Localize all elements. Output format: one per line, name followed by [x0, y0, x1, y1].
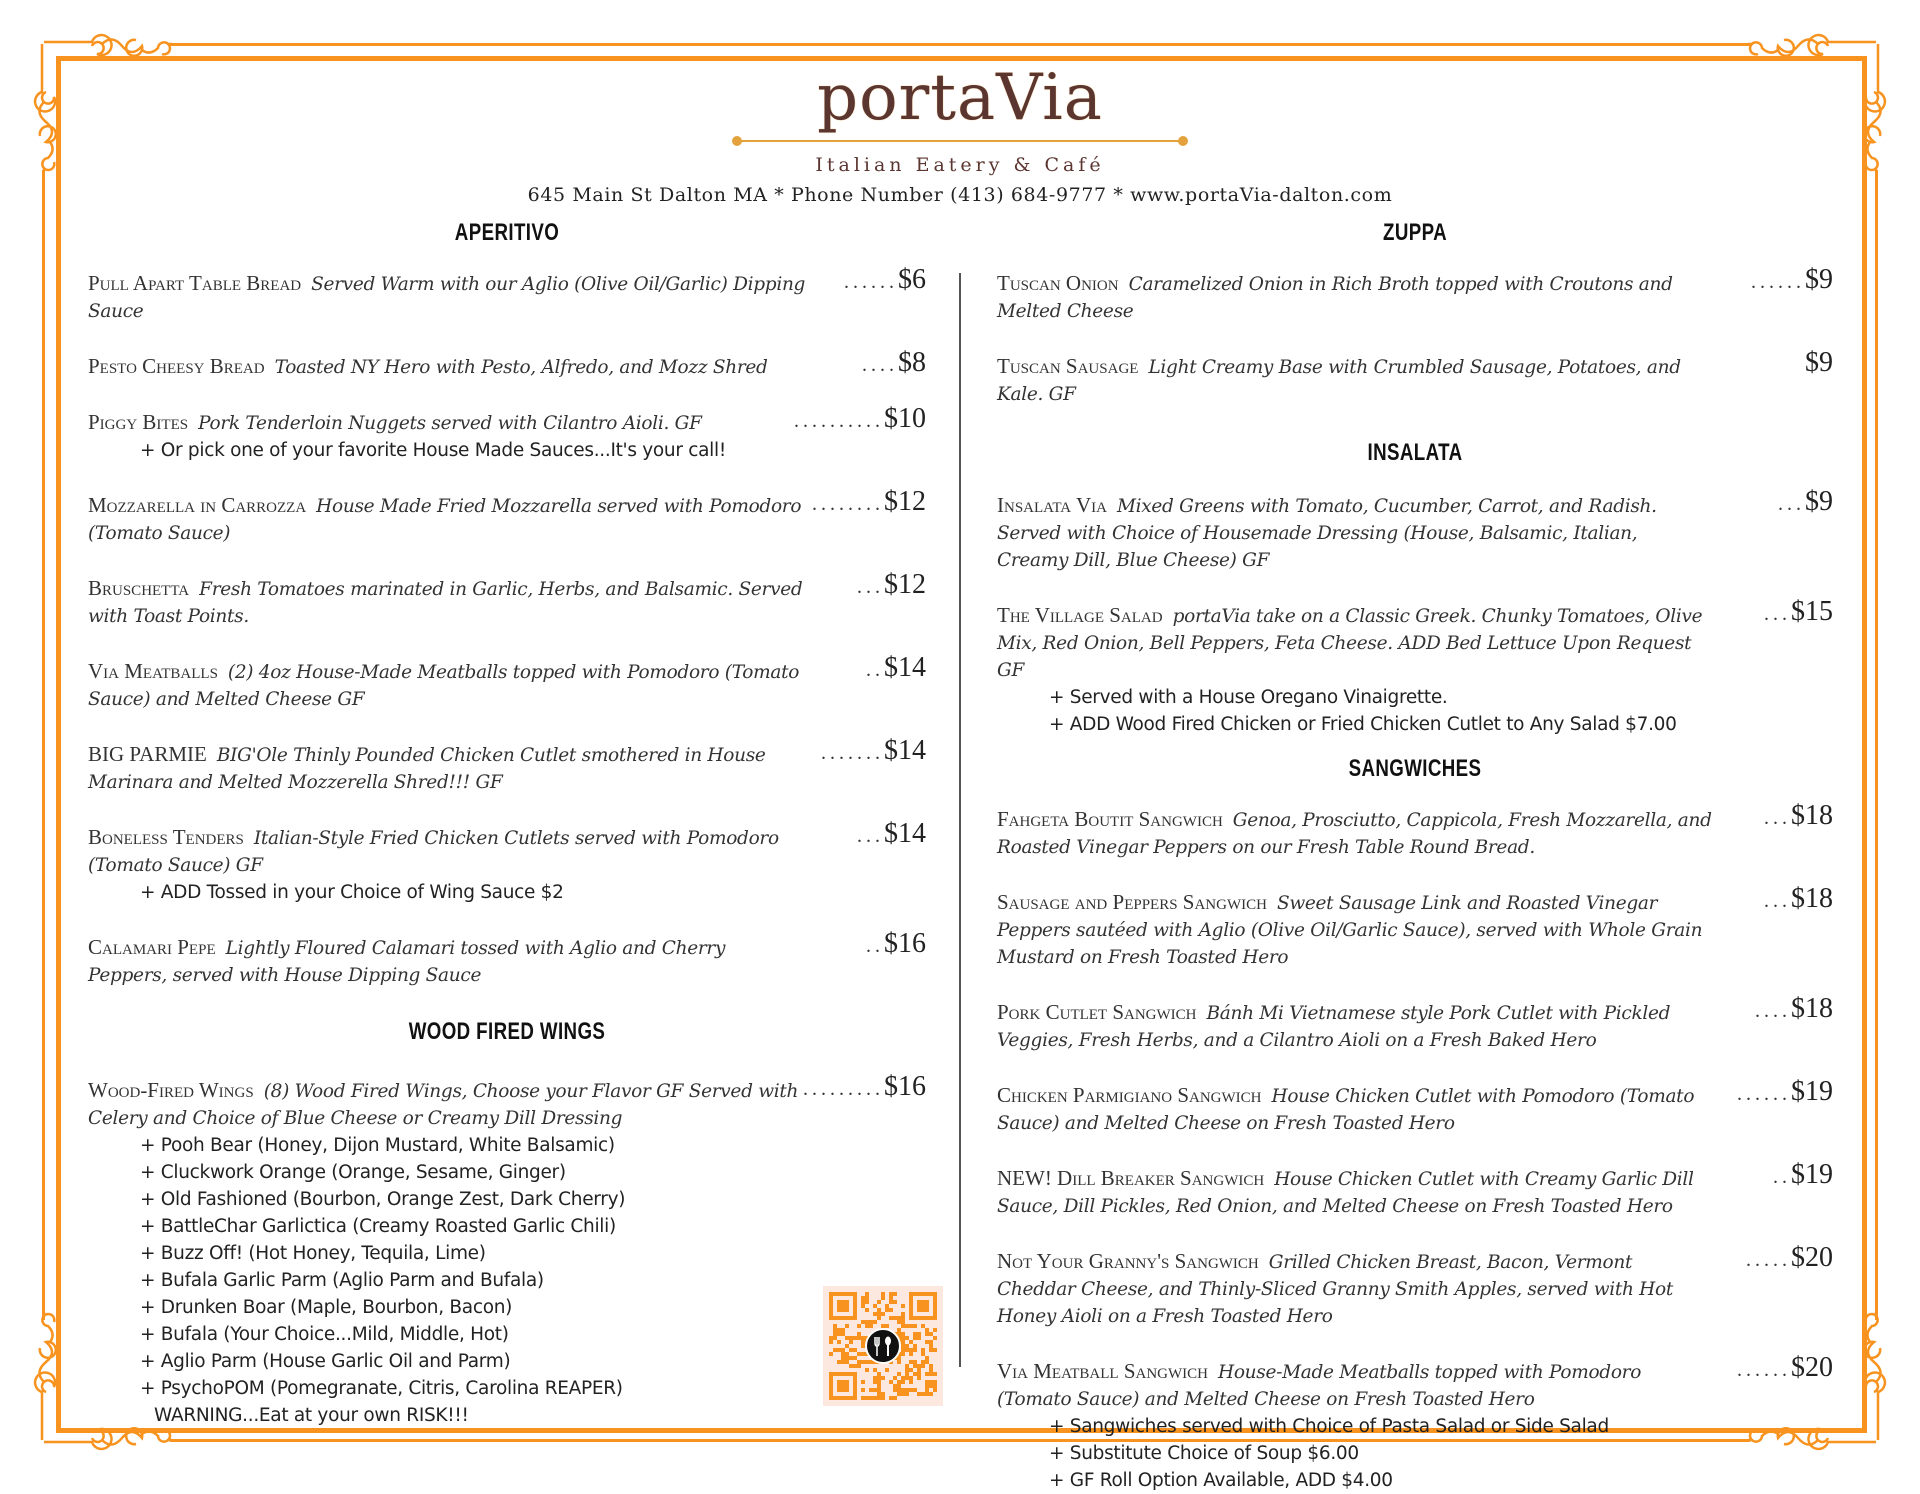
menu-item: The Village Salad portaVia take on a Classic Greek. Chunky Tomatoes, Olive Mix, Red Onion, Bell Peppers, Feta Cheese. ADD Bed Lettuce Upon Request GF ...$15 + Served with a House Oregano Vinaigrette. + ADD Wood Fired Chicken or Fried Chicken Cutlet to Any Salad $7.00	[997, 602, 1833, 738]
item-price: $14	[884, 652, 926, 683]
item-description: Served Warm with our Aglio (Olive Oil/Garlic) Dipping Sauce	[88, 274, 806, 322]
item-description: BIG'Ole Thinly Pounded Chicken Cutlet smothered in House Marinara and Melted Mozzerella Shred!!! GF	[88, 745, 766, 793]
item-name: Mozzarella in Carrozza	[88, 493, 307, 517]
outer-border-right	[1875, 170, 1878, 1320]
menu-item: Pull Apart Table Bread Served Warm with our Aglio (Olive Oil/Garlic) Dipping Sauce ......$6	[88, 264, 926, 322]
item-description: Italian-Style Fried Chicken Cutlets served with Pomodoro (Tomato Sauce) GF	[88, 828, 779, 876]
menu-item: Calamari Pepe Lightly Floured Calamari tossed with Aglio and Cherry Peppers, served with House Dipping Sauce ..$16	[88, 928, 926, 986]
item-name: Bruschetta	[88, 576, 190, 600]
left-column	[88, 216, 926, 1429]
item-price: $20	[1791, 1352, 1833, 1383]
item-description: Genoa, Prosciutto, Cappicola, Fresh Mozzarella, and Roasted Vinegar Peppers on our Fresh Table Round Bread.	[997, 810, 1712, 858]
menu-item: Tuscan Onion Caramelized Onion in Rich Broth topped with Croutons and Melted Cheese ......$9	[997, 264, 1833, 322]
item-name: Fahgeta Boutit Sangwich	[997, 807, 1223, 831]
menu-item: Piggy Bites Pork Tenderloin Nuggets served with Cilantro Aioli. GF ..........$10 + Or pick one of your favorite House Made Sauces...It's your call!	[88, 409, 926, 464]
item-price: $9	[1805, 264, 1833, 295]
item-name: Pork Cutlet Sangwich	[997, 1000, 1197, 1024]
item-description: House Made Fried Mozzarella served with Pomodoro (Tomato Sauce)	[88, 496, 802, 544]
item-price: $20	[1791, 1242, 1833, 1273]
wing-flavor: + Aglio Parm (House Garlic Oil and Parm)	[140, 1351, 511, 1372]
insalata-list	[997, 486, 1833, 738]
wing-flavor: + BattleChar Garlictica (Creamy Roasted Garlic Chili)	[140, 1216, 616, 1237]
section-title-aperitivo: APERITIVO	[454, 219, 560, 246]
menu-item: BIG PARMIE BIG'Ole Thinly Pounded Chicken Cutlet smothered in House Marinara and Melted Mozzerella Shred!!! GF .......$14	[88, 735, 926, 793]
item-description: Toasted NY Hero with Pesto, Alfredo, and Mozz Shred	[274, 357, 768, 378]
menu-item: Via Meatball Sangwich House-Made Meatballs topped with Pomodoro (Tomato Sauce) and Melted Cheese on Fresh Toasted Hero ......$20 + Sangwiches served with Choice of Pasta Salad or Side Salad + Substitute Choice of Soup $6.00 + GF Roll Option Available, ADD $4.00	[997, 1358, 1833, 1494]
item-price: $14	[884, 735, 926, 766]
item-description: Fresh Tomatoes marinated in Garlic, Herbs, and Balsamic. Served with Toast Points.	[88, 579, 803, 627]
item-name: Not Your Granny's Sangwich	[997, 1249, 1259, 1273]
aperitivo-list	[88, 264, 926, 989]
item-name: Piggy Bites	[88, 410, 189, 434]
item-note: + ADD Wood Fired Chicken or Fried Chicken Cutlet to Any Salad $7.00	[1049, 714, 1677, 735]
item-name: Via Meatballs	[88, 659, 218, 683]
menu-item: Pork Cutlet Sangwich Bánh Mi Vietnamese style Pork Cutlet with Pickled Veggies, Fresh Herbs, and a Cilantro Aioli on a Fresh Baked Hero ....$18	[997, 993, 1833, 1051]
item-price: $18	[1791, 800, 1833, 831]
menu-item: Pesto Cheesy Bread Toasted NY Hero with Pesto, Alfredo, and Mozz Shred ....$8	[88, 347, 926, 378]
item-price: $12	[884, 486, 926, 517]
right-column	[997, 216, 1833, 1494]
menu-item: Wood-Fired Wings (8) Wood Fired Wings, Choose your Flavor GF Served with Celery and Choice of Blue Cheese or Creamy Dill Dressing .........$16	[88, 1071, 926, 1129]
item-description: Light Creamy Base with Crumbled Sausage, Potatoes, and Kale. GF	[997, 357, 1681, 405]
item-price: $16	[884, 1071, 926, 1102]
item-note: + Served with a House Oregano Vinaigrette.	[1049, 687, 1448, 708]
item-price: $18	[1791, 883, 1833, 914]
menu-item: Chicken Parmigiano Sangwich House Chicken Cutlet with Pomodoro (Tomato Sauce) and Melted Cheese on Fresh Toasted Hero ......$19	[997, 1076, 1833, 1134]
item-name: Pesto Cheesy Bread	[88, 354, 265, 378]
wing-warning: WARNING...Eat at your own RISK!!!	[154, 1405, 469, 1426]
section-title-zuppa: ZUPPA	[1382, 219, 1448, 246]
wing-flavor: + Old Fashioned (Bourbon, Orange Zest, Dark Cherry)	[140, 1189, 626, 1210]
item-price: $18	[1791, 993, 1833, 1024]
menu-item: Not Your Granny's Sangwich Grilled Chicken Breast, Bacon, Vermont Cheddar Cheese, and Thinly-Sliced Granny Smith Apples, served with Hot Honey Aioli on a Fresh Toasted Hero .....$20	[997, 1242, 1833, 1327]
item-note: + GF Roll Option Available, ADD $4.00	[1049, 1470, 1393, 1491]
outer-border-left	[42, 170, 45, 1320]
section-title-insalata: INSALATA	[1367, 439, 1463, 466]
menu-item: NEW! Dill Breaker Sangwich House Chicken Cutlet with Creamy Garlic Dill Sauce, Dill Pickles, Red Onion, and Melted Cheese on Fresh Toasted Hero ..$19	[997, 1159, 1833, 1217]
restaurant-logo: portaVia	[817, 61, 1103, 135]
item-name: NEW! Dill Breaker Sangwich	[997, 1166, 1265, 1190]
outer-border-top	[170, 43, 1750, 46]
section-title-sangwiches: SANGWICHES	[1348, 755, 1482, 782]
item-name: Wood-Fired Wings	[88, 1078, 254, 1102]
item-price: $19	[1791, 1159, 1833, 1190]
menu-item	[997, 347, 1833, 408]
wing-flavor-list	[88, 1132, 926, 1402]
item-name: The Village Salad	[997, 603, 1163, 627]
item-price: $16	[884, 928, 926, 959]
item-description: Caramelized Onion in Rich Broth topped with Croutons and Melted Cheese	[997, 274, 1673, 322]
menu-item: Boneless Tenders Italian-Style Fried Chicken Cutlets served with Pomodoro (Tomato Sauce) GF ...$14 + ADD Tossed in your Choice of Wing Sauce $2	[88, 824, 926, 906]
logo-divider	[732, 134, 1188, 148]
item-description: (2) 4oz House-Made Meatballs topped with Pomodoro (Tomato Sauce) and Melted Cheese GF	[88, 662, 800, 710]
item-description: Pork Tenderloin Nuggets served with Cilantro Aioli. GF	[198, 413, 702, 434]
item-name: Calamari Pepe	[88, 935, 216, 959]
tagline: Italian Eatery & Café	[815, 154, 1105, 176]
wing-flavor: + Drunken Boar (Maple, Bourbon, Bacon)	[140, 1297, 513, 1318]
item-note: + ADD Tossed in your Choice of Wing Sauce $2	[140, 882, 564, 903]
item-description: Mixed Greens with Tomato, Cucumber, Carrot, and Radish. Served with Choice of Housemade Dressing (House, Balsamic, Italian, Creamy Dill, Blue Cheese) GF	[997, 496, 1657, 571]
item-note: + Sangwiches served with Choice of Pasta Salad or Side Salad	[1049, 1416, 1609, 1437]
item-description: portaVia take on a Classic Greek. Chunky Tomatoes, Olive Mix, Red Onion, Bell Peppers, Feta Cheese. ADD Bed Lettuce Upon Request GF	[997, 606, 1703, 681]
qr-code[interactable]	[823, 1286, 943, 1406]
item-note: + Substitute Choice of Soup $6.00	[1049, 1443, 1359, 1464]
wing-flavor: + Pooh Bear (Honey, Dijon Mustard, White Balsamic)	[140, 1135, 615, 1156]
item-description: Lightly Floured Calamari tossed with Aglio and Cherry Peppers, served with House Dipping Sauce	[88, 938, 726, 986]
menu-item: Via Meatballs (2) 4oz House-Made Meatballs topped with Pomodoro (Tomato Sauce) and Melted Cheese GF ..$14	[88, 652, 926, 710]
zuppa-list	[997, 264, 1833, 408]
item-name: Tuscan Sausage	[997, 354, 1139, 378]
menu-item: Sausage and Peppers Sangwich Sweet Sausage Link and Roasted Vinegar Peppers sautéed with Aglio (Olive Oil/Garlic Sauce), served with Whole Grain Mustard on Fresh Toasted Hero ...$18	[997, 883, 1833, 968]
item-description: House Chicken Cutlet with Pomodoro (Tomato Sauce) and Melted Cheese on Fresh Toasted Hero	[997, 1086, 1695, 1134]
item-description: Sweet Sausage Link and Roasted Vinegar Peppers sautéed with Aglio (Olive Oil/Garlic Sauce), served with Whole Grain Mustard on Fresh Toasted Hero	[997, 893, 1703, 968]
sangwiches-list	[997, 800, 1833, 1494]
item-name: Boneless Tenders	[88, 825, 244, 849]
contact-info: 645 Main St Dalton MA * Phone Number (413) 684-9777 * www.portaVia-dalton.com	[527, 184, 1393, 206]
item-price: $12	[884, 569, 926, 600]
wing-flavor: + Bufala Garlic Parm (Aglio Parm and Bufala)	[140, 1270, 544, 1291]
item-name: Via Meatball Sangwich	[997, 1359, 1208, 1383]
item-description: Bánh Mi Vietnamese style Pork Cutlet with Pickled Veggies, Fresh Herbs, and a Cilantro Aioli on a Fresh Baked Hero	[997, 1003, 1671, 1051]
wing-flavor: + Cluckwork Orange (Orange, Sesame, Ginger)	[140, 1162, 566, 1183]
item-price: $14	[884, 818, 926, 849]
column-divider	[959, 273, 961, 1367]
wing-flavor: + PsychoPOM (Pomegranate, Citris, Carolina REAPER)	[140, 1378, 623, 1399]
item-price: $9	[1805, 347, 1833, 378]
item-price: $6	[898, 264, 926, 295]
item-price: $19	[1791, 1076, 1833, 1107]
menu-item: Bruschetta Fresh Tomatoes marinated in Garlic, Herbs, and Balsamic. Served with Toast Points. ...$12	[88, 569, 926, 627]
wing-flavor: + Buzz Off! (Hot Honey, Tequila, Lime)	[140, 1243, 486, 1264]
item-name: Tuscan Onion	[997, 271, 1119, 295]
item-note: + Or pick one of your favorite House Made Sauces...It's your call!	[140, 440, 726, 461]
wing-flavor: + Bufala (Your Choice...Mild, Middle, Hot)	[140, 1324, 509, 1345]
item-description: House Chicken Cutlet with Creamy Garlic Dill Sauce, Dill Pickles, Red Onion, and Melted Cheese on Fresh Toasted Hero	[997, 1169, 1694, 1217]
item-description: House-Made Meatballs topped with Pomodoro (Tomato Sauce) and Melted Cheese on Fresh Toasted Hero	[997, 1362, 1642, 1410]
menu-header	[0, 60, 1920, 208]
item-price: $8	[898, 347, 926, 378]
item-price: $9	[1805, 486, 1833, 517]
item-price: $15	[1791, 596, 1833, 627]
section-title-wings: WOOD FIRED WINGS	[408, 1018, 606, 1045]
item-name: Pull Apart Table Bread	[88, 271, 302, 295]
item-name: Sausage and Peppers Sangwich	[997, 890, 1267, 914]
fork-spoon-icon	[865, 1328, 901, 1364]
item-description: Grilled Chicken Breast, Bacon, Vermont Cheddar Cheese, and Thinly-Sliced Granny Smith Apples, served with Hot Honey Aioli on a Fresh Toasted Hero	[997, 1252, 1673, 1327]
item-name: BIG PARMIE	[88, 742, 207, 766]
menu-item: Fahgeta Boutit Sangwich Genoa, Prosciutto, Cappicola, Fresh Mozzarella, and Roasted Vinegar Peppers on our Fresh Table Round Bread. ...$18	[997, 800, 1833, 858]
divider-dot-icon	[1178, 136, 1188, 146]
item-name: Chicken Parmigiano Sangwich	[997, 1083, 1262, 1107]
item-price: $10	[884, 403, 926, 434]
menu-item: Insalata Via Mixed Greens with Tomato, Cucumber, Carrot, and Radish. Served with Choice of Housemade Dressing (House, Balsamic, Italian, Creamy Dill, Blue Cheese) GF ...$9	[997, 486, 1833, 571]
menu-item: Mozzarella in Carrozza House Made Fried Mozzarella served with Pomodoro (Tomato Sauce) ........$12	[88, 486, 926, 544]
item-description: (8) Wood Fired Wings, Choose your Flavor GF Served with Celery and Choice of Blue Cheese or Creamy Dill Dressing	[88, 1081, 799, 1129]
item-name: Insalata Via	[997, 493, 1107, 517]
